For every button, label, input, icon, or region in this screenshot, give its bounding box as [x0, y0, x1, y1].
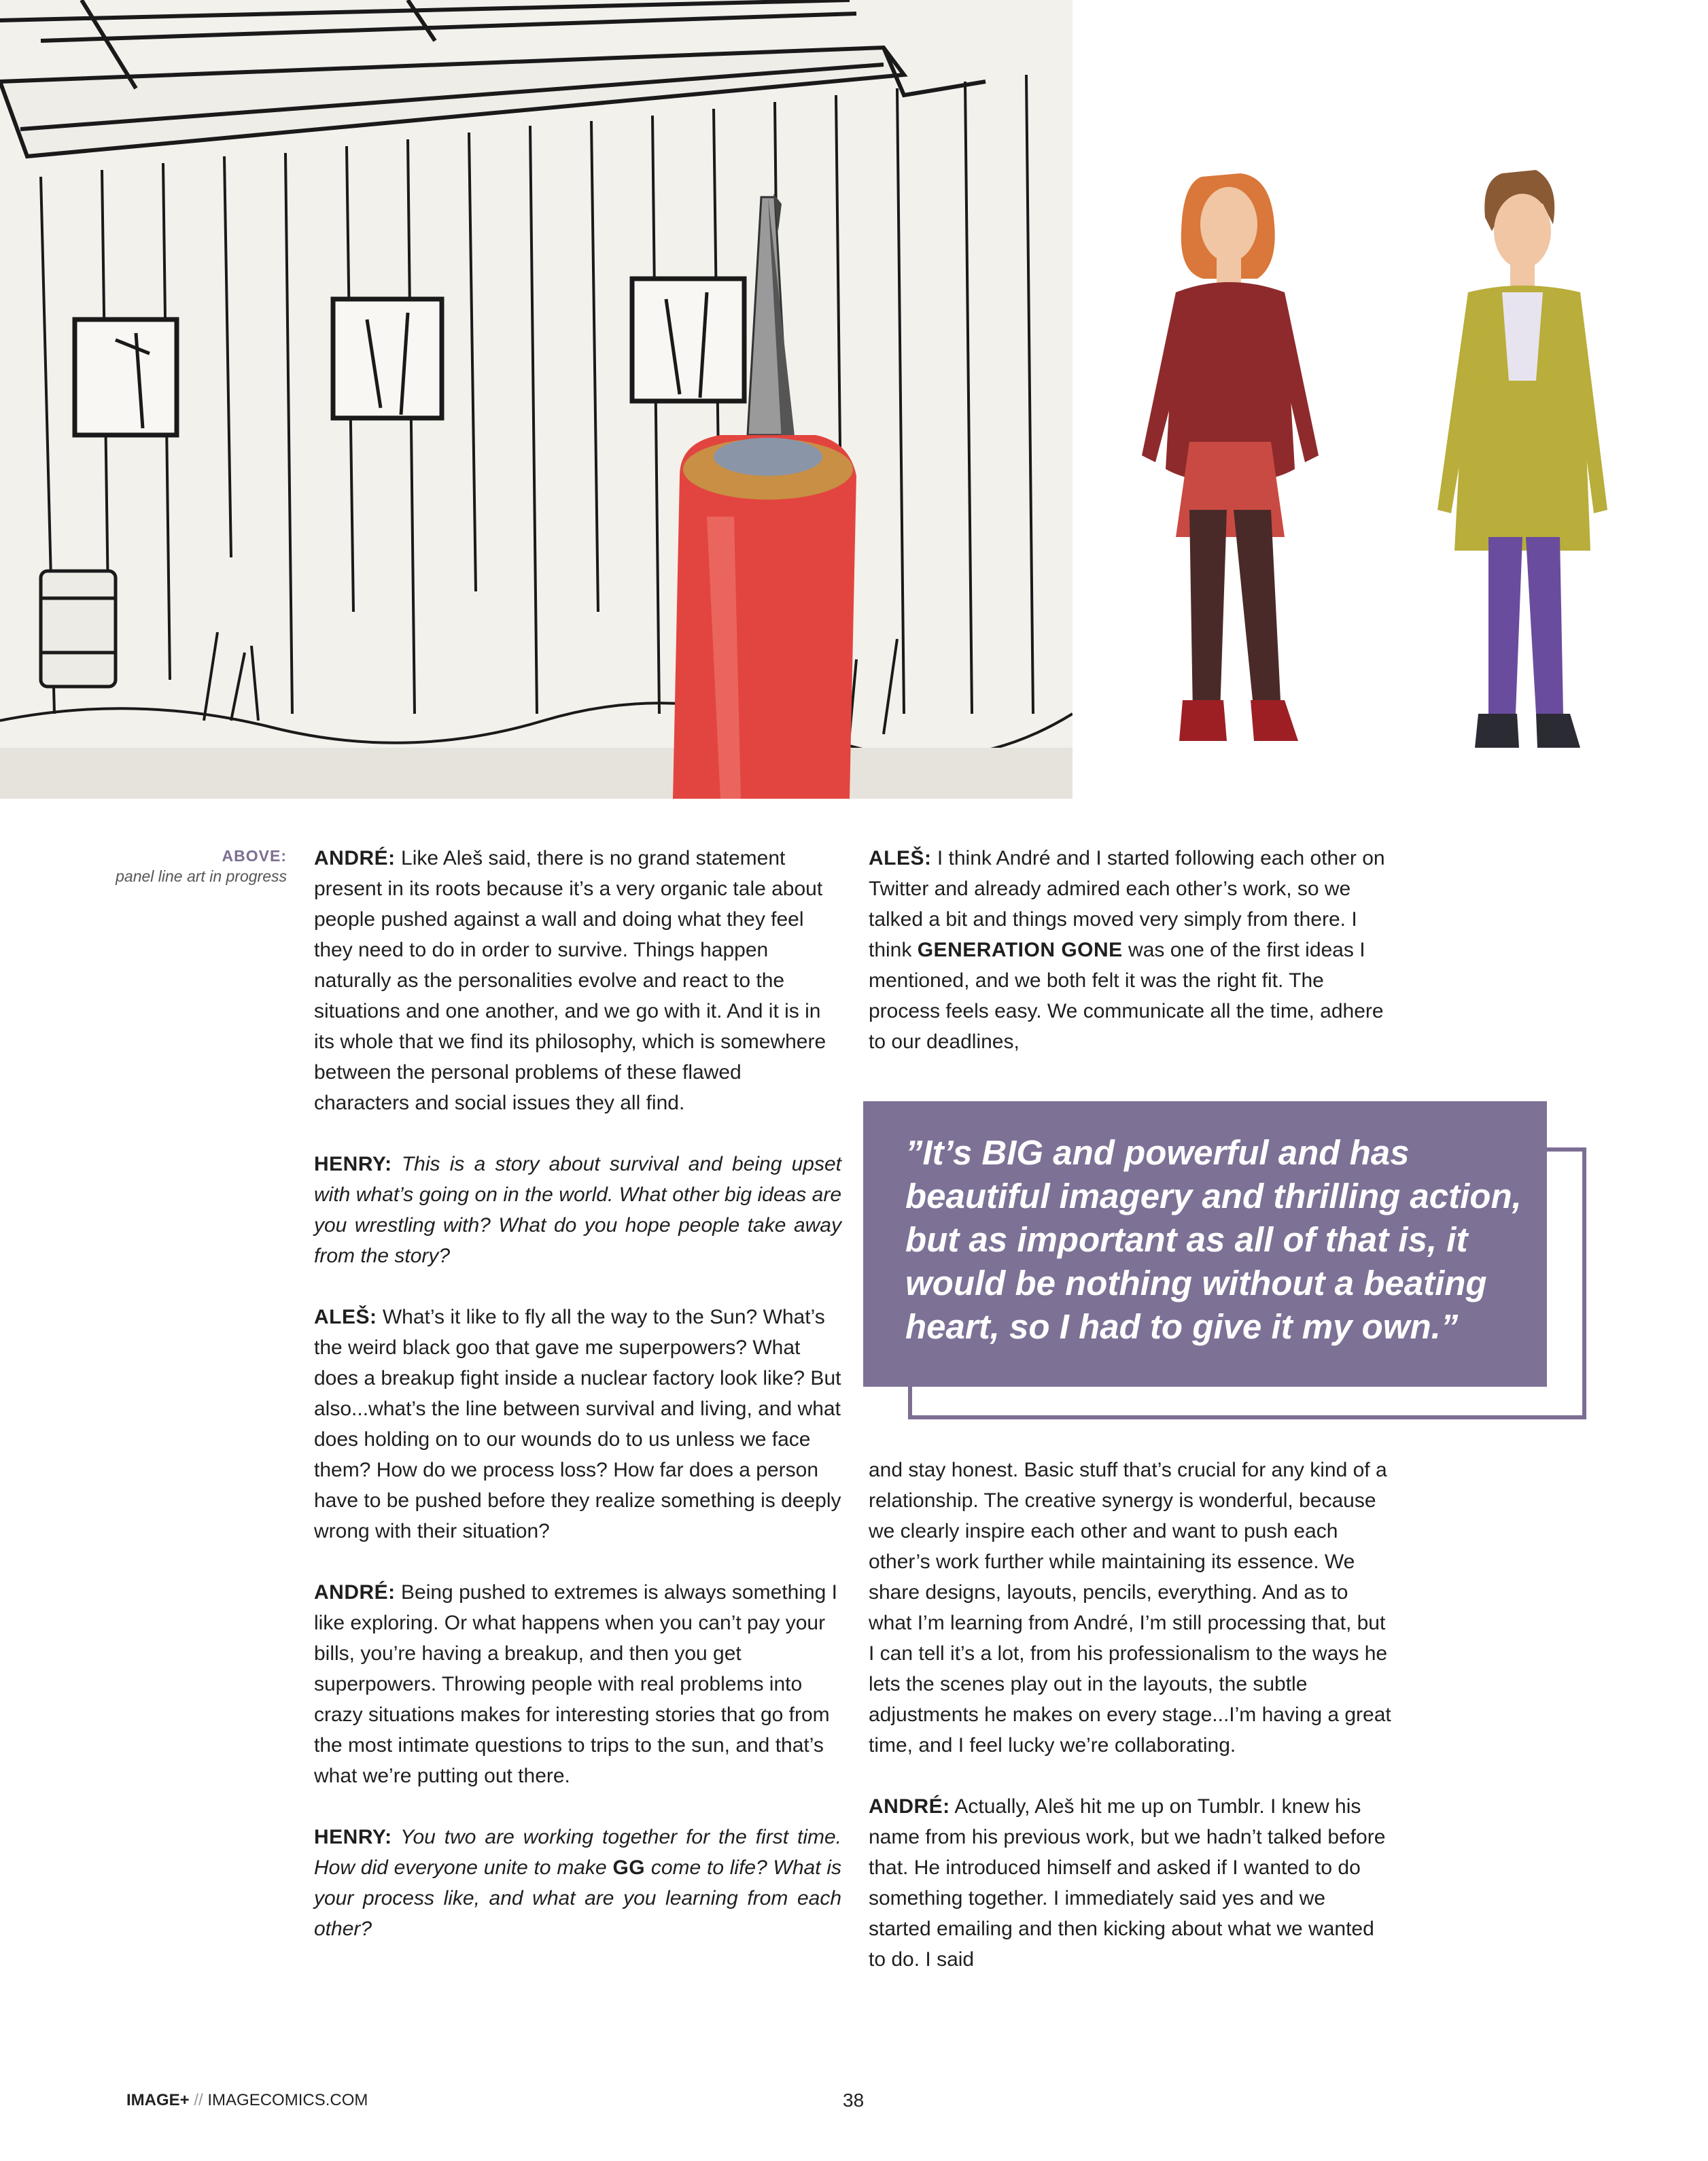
- question-text: You two are working together for the first time. How did everyone unite to make: [314, 1826, 841, 1879]
- left-text-column: [314, 843, 841, 1944]
- pull-quote-text: ”It’s BIG and powerful and has beautiful imagery and thrilling action, but as important as all of that is, it would be nothing without a beating heart, so I had to give it my own.”: [905, 1133, 1522, 1346]
- answer-text: What’s it like to fly all the way to the Sun? What’s the weird black goo that gave me superpowers? What does a breakup fight inside a nuclear factory look like? But also...what’s the line between survival and living, and what does holding on to our wounds do to us unless we face them? How do we process loss? How far does a person have to be pushed before they realize something is deeply wrong with their situation?: [314, 1306, 841, 1542]
- book-title: GENERATION GONE: [917, 939, 1123, 961]
- question-text: This is a story about survival and being upset with what’s going on in the world. What other big ideas are you wrestling with? What do you hope people take away from the story?: [314, 1153, 841, 1267]
- caption-body: panel line art in progress: [116, 867, 287, 885]
- speaker-label: ANDRÉ:: [314, 1581, 396, 1604]
- answer-text: and stay honest. Basic stuff that’s crucial for any kind of a relationship. The creative synergy is wonderful, because we clearly inspire each other and want to push each other’s work further while maintaining its essence. We share designs, layouts, pencils, everything. And as to what I’m learning from André, I’m still processing that, but I can tell it’s a lot, from his professionalism to the ways he lets the scenes play out in the layouts, the subtle adjustments he makes on every stage...I’m having a great time, and I feel lucky we’re collaborating.: [869, 1459, 1391, 1757]
- barn-line-art-illustration: [0, 0, 1073, 799]
- answer-text: was one of the first ideas I mentioned, and we both felt it was the right fit. The process feels easy. We communicate all the time, adhere to our deadlines,: [869, 939, 1384, 1053]
- answer-text: I think André and I started following each other on Twitter and already admired each other’s work, so we talked a bit and things moved very simply from there. I think: [869, 847, 1385, 961]
- answer-text: Being pushed to extremes is always something I like exploring. Or what happens when you can’t pay your bills, you’re having a breakup, and then you get superpowers. Throwing people with real problems into crazy situations makes for interesting stories that go from the most intimate questions to trips to the sun, and that’s what we’re putting out there.: [314, 1581, 838, 1787]
- speaker-label: HENRY:: [314, 1826, 392, 1848]
- line-art-photo: [0, 0, 1073, 799]
- speaker-label: ANDRÉ:: [314, 847, 396, 869]
- speaker-label: HENRY:: [314, 1153, 392, 1175]
- book-title: GG: [612, 1856, 646, 1879]
- paragraph-andre-3: [869, 1791, 1392, 1975]
- question-text: come to life? What is your process like, and what are you learning from each other?: [314, 1856, 841, 1940]
- footer-site-credit: [126, 2091, 368, 2110]
- answer-text: Like Aleš said, there is no grand statement present in its roots because it’s a very organic tale about people pushed against a wall and doing what they feel they need to do in order to survive. Things happen naturally as the personalities evolve and react to the situations and one another, and we go with it. And it is in its whole that we find its philosophy, which is somewhere between the personal problems of these flawed characters and social issues they all find.: [314, 847, 826, 1114]
- speaker-label: ANDRÉ:: [869, 1795, 950, 1818]
- page-number: 38: [843, 2090, 865, 2111]
- answer-text: Actually, Aleš hit me up on Tumblr. I knew his name from his previous work, but we hadn’t talked before that. He introduced himself and asked if I wanted to do something together. I immediately said yes and we started emailing and then kicking about what we wanted to do. I said: [869, 1795, 1386, 1971]
- image-caption: [41, 846, 287, 886]
- speaker-label: ALEŠ:: [869, 847, 932, 869]
- paragraph-henry-2: [314, 1822, 841, 1944]
- paragraph-ales-1: [314, 1302, 841, 1546]
- paragraph-henry-1: [314, 1149, 841, 1271]
- footer-site-link[interactable]: IMAGECOMICS.COM: [207, 2091, 368, 2109]
- right-text-column-top: [869, 843, 1392, 1057]
- paragraph-ales-2-continued: [869, 1455, 1392, 1761]
- paragraph-ales-2: [869, 843, 1392, 1057]
- character-red-jacket-figure: [1142, 173, 1319, 741]
- character-yellow-cardigan-figure: [1437, 170, 1607, 748]
- right-text-column-bottom: [869, 1455, 1392, 1975]
- pull-quote: [863, 1101, 1547, 1387]
- footer-brand: IMAGE+: [126, 2091, 190, 2109]
- speaker-label: ALEŠ:: [314, 1306, 377, 1328]
- character-design-sheet: [1101, 156, 1672, 768]
- paragraph-andre-1: [314, 843, 841, 1118]
- paragraph-andre-2: [314, 1577, 841, 1791]
- footer-separator: //: [189, 2091, 208, 2109]
- caption-heading: ABOVE:: [222, 847, 287, 865]
